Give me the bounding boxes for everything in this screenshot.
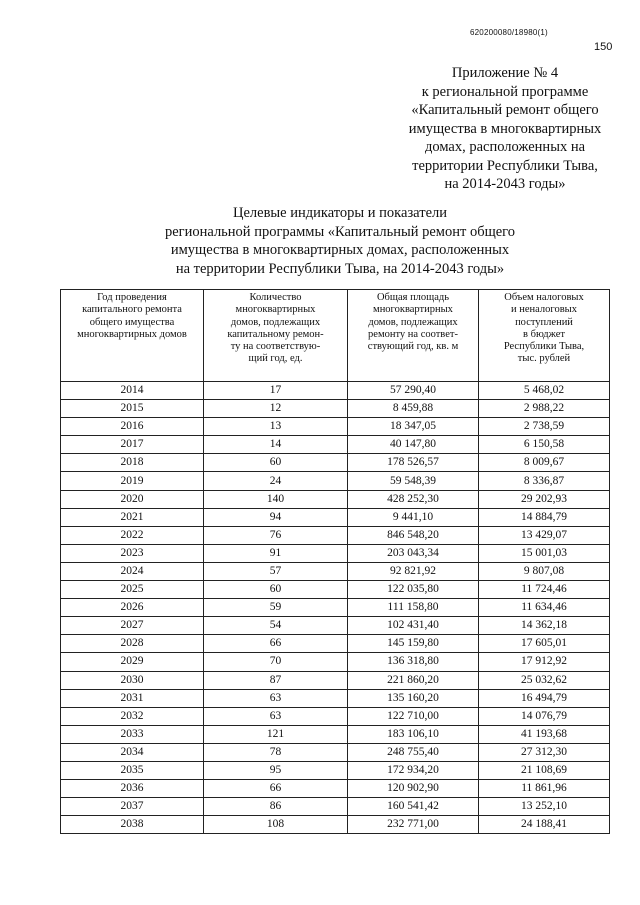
cell-budget-revenue: 21 108,69 bbox=[479, 761, 610, 779]
cell-total-area: 145 159,80 bbox=[348, 635, 479, 653]
cell-total-area: 120 902,90 bbox=[348, 780, 479, 798]
cell-total-area: 203 043,34 bbox=[348, 544, 479, 562]
cell-house-count: 54 bbox=[204, 617, 348, 635]
cell-budget-revenue: 15 001,03 bbox=[479, 544, 610, 562]
document-code: 620200080/18980(1) bbox=[470, 28, 548, 37]
cell-year: 2029 bbox=[61, 653, 204, 671]
cell-budget-revenue: 11 724,46 bbox=[479, 581, 610, 599]
appendix-line: «Капитальный ремонт общего bbox=[411, 102, 599, 118]
cell-budget-revenue: 8 336,87 bbox=[479, 472, 610, 490]
cell-budget-revenue: 16 494,79 bbox=[479, 689, 610, 707]
cell-budget-revenue: 14 362,18 bbox=[479, 617, 610, 635]
cell-house-count: 94 bbox=[204, 508, 348, 526]
table-row bbox=[61, 599, 610, 617]
cell-house-count: 91 bbox=[204, 544, 348, 562]
title-line: региональной программы «Капитальный ремонт общего bbox=[164, 223, 516, 240]
cell-total-area: 428 252,30 bbox=[348, 490, 479, 508]
cell-total-area: 111 158,80 bbox=[348, 599, 479, 617]
cell-budget-revenue: 25 032,62 bbox=[479, 671, 610, 689]
cell-year: 2014 bbox=[61, 382, 204, 400]
cell-year: 2023 bbox=[61, 544, 204, 562]
cell-total-area: 178 526,57 bbox=[348, 454, 479, 472]
cell-house-count: 60 bbox=[204, 454, 348, 472]
appendix-line: к региональной программе bbox=[421, 83, 589, 100]
cell-budget-revenue: 11 634,46 bbox=[479, 599, 610, 617]
cell-total-area: 59 548,39 bbox=[348, 472, 479, 490]
cell-year: 2022 bbox=[61, 526, 204, 544]
cell-house-count: 63 bbox=[204, 689, 348, 707]
cell-year: 2026 bbox=[61, 599, 204, 617]
appendix-line: на 2014-2043 годы» bbox=[444, 176, 566, 192]
cell-total-area: 172 934,20 bbox=[348, 761, 479, 779]
table-row bbox=[61, 743, 610, 761]
table-row bbox=[61, 454, 610, 472]
table-row bbox=[61, 581, 610, 599]
table-row bbox=[61, 400, 610, 418]
cell-year: 2020 bbox=[61, 490, 204, 508]
cell-house-count: 86 bbox=[204, 798, 348, 816]
cell-house-count: 66 bbox=[204, 780, 348, 798]
cell-total-area: 221 860,20 bbox=[348, 671, 479, 689]
title-line: на территории Республики Тыва, на 2014-2043 годы» bbox=[175, 260, 505, 277]
cell-year: 2031 bbox=[61, 689, 204, 707]
cell-year: 2018 bbox=[61, 454, 204, 472]
cell-year: 2015 bbox=[61, 400, 204, 418]
table-row bbox=[61, 689, 610, 707]
cell-year: 2032 bbox=[61, 707, 204, 725]
cell-budget-revenue: 2 988,22 bbox=[479, 400, 610, 418]
cell-budget-revenue: 5 468,02 bbox=[479, 382, 610, 400]
cell-budget-revenue: 29 202,93 bbox=[479, 490, 610, 508]
cell-budget-revenue: 6 150,58 bbox=[479, 436, 610, 454]
cell-budget-revenue: 24 188,41 bbox=[479, 816, 610, 834]
cell-total-area: 122 710,00 bbox=[348, 707, 479, 725]
header-year: Год проведения капитального ремонта общего имущества многоквартирных домов bbox=[61, 290, 204, 382]
cell-budget-revenue: 13 429,07 bbox=[479, 526, 610, 544]
cell-year: 2036 bbox=[61, 780, 204, 798]
cell-budget-revenue: 2 738,59 bbox=[479, 418, 610, 436]
cell-house-count: 63 bbox=[204, 707, 348, 725]
page-number: 150 bbox=[594, 41, 613, 53]
cell-budget-revenue: 27 312,30 bbox=[479, 743, 610, 761]
appendix-line: имущества в многоквартирных bbox=[408, 120, 602, 137]
table-row bbox=[61, 544, 610, 562]
title-line: Целевые индикаторы и показатели bbox=[233, 205, 447, 221]
table-row bbox=[61, 707, 610, 725]
table-row bbox=[61, 725, 610, 743]
table-row bbox=[61, 798, 610, 816]
cell-house-count: 121 bbox=[204, 725, 348, 743]
cell-house-count: 66 bbox=[204, 635, 348, 653]
cell-total-area: 40 147,80 bbox=[348, 436, 479, 454]
table-header-row bbox=[61, 290, 610, 382]
cell-total-area: 183 106,10 bbox=[348, 725, 479, 743]
cell-budget-revenue: 14 884,79 bbox=[479, 508, 610, 526]
cell-budget-revenue: 11 861,96 bbox=[479, 780, 610, 798]
cell-total-area: 102 431,40 bbox=[348, 617, 479, 635]
appendix-note bbox=[380, 64, 630, 194]
table-row bbox=[61, 562, 610, 580]
table-row bbox=[61, 418, 610, 436]
cell-year: 2030 bbox=[61, 671, 204, 689]
cell-budget-revenue: 41 193,68 bbox=[479, 725, 610, 743]
cell-house-count: 13 bbox=[204, 418, 348, 436]
cell-house-count: 57 bbox=[204, 562, 348, 580]
indicators-table bbox=[60, 289, 610, 834]
cell-year: 2034 bbox=[61, 743, 204, 761]
appendix-line: домах, расположенных на bbox=[424, 139, 586, 155]
cell-year: 2038 bbox=[61, 816, 204, 834]
cell-total-area: 57 290,40 bbox=[348, 382, 479, 400]
cell-budget-revenue: 8 009,67 bbox=[479, 454, 610, 472]
cell-house-count: 60 bbox=[204, 581, 348, 599]
cell-budget-revenue: 13 252,10 bbox=[479, 798, 610, 816]
cell-total-area: 9 441,10 bbox=[348, 508, 479, 526]
cell-total-area: 136 318,80 bbox=[348, 653, 479, 671]
cell-house-count: 14 bbox=[204, 436, 348, 454]
cell-house-count: 17 bbox=[204, 382, 348, 400]
table-row bbox=[61, 780, 610, 798]
table-body bbox=[61, 382, 610, 834]
cell-house-count: 59 bbox=[204, 599, 348, 617]
document-title bbox=[130, 204, 550, 278]
cell-year: 2017 bbox=[61, 436, 204, 454]
cell-year: 2025 bbox=[61, 581, 204, 599]
cell-house-count: 24 bbox=[204, 472, 348, 490]
cell-total-area: 846 548,20 bbox=[348, 526, 479, 544]
cell-house-count: 70 bbox=[204, 653, 348, 671]
table-row bbox=[61, 671, 610, 689]
cell-total-area: 232 771,00 bbox=[348, 816, 479, 834]
table-row bbox=[61, 653, 610, 671]
cell-house-count: 76 bbox=[204, 526, 348, 544]
appendix-line: территории Республики Тыва, bbox=[412, 157, 598, 174]
table-row bbox=[61, 490, 610, 508]
cell-year: 2016 bbox=[61, 418, 204, 436]
title-line: имущества в многоквартирных домах, расположенных bbox=[170, 242, 510, 258]
appendix-line: Приложение № 4 bbox=[451, 65, 559, 81]
header-house-count: Количество многоквартирных домов, подлежащих капитальному ремон- ту на соответствую- щий год, ед. bbox=[204, 290, 348, 382]
table-row bbox=[61, 526, 610, 544]
cell-budget-revenue: 9 807,08 bbox=[479, 562, 610, 580]
cell-year: 2033 bbox=[61, 725, 204, 743]
table-row bbox=[61, 617, 610, 635]
table-row bbox=[61, 816, 610, 834]
table-row bbox=[61, 761, 610, 779]
cell-total-area: 92 821,92 bbox=[348, 562, 479, 580]
cell-year: 2028 bbox=[61, 635, 204, 653]
table-row bbox=[61, 436, 610, 454]
table-row bbox=[61, 508, 610, 526]
cell-year: 2035 bbox=[61, 761, 204, 779]
header-total-area: Общая площадь многоквартирных домов, подлежащих ремонту на соответ- ствующий год, кв. м bbox=[348, 290, 479, 382]
header-budget-revenue: Объем налоговых и неналоговых поступлений в бюджет Республики Тыва, тыс. рублей bbox=[479, 290, 610, 382]
cell-total-area: 248 755,40 bbox=[348, 743, 479, 761]
cell-total-area: 122 035,80 bbox=[348, 581, 479, 599]
cell-house-count: 95 bbox=[204, 761, 348, 779]
table-row bbox=[61, 472, 610, 490]
cell-house-count: 12 bbox=[204, 400, 348, 418]
cell-house-count: 108 bbox=[204, 816, 348, 834]
cell-total-area: 8 459,88 bbox=[348, 400, 479, 418]
cell-house-count: 87 bbox=[204, 671, 348, 689]
table-row bbox=[61, 382, 610, 400]
cell-year: 2024 bbox=[61, 562, 204, 580]
cell-year: 2037 bbox=[61, 798, 204, 816]
cell-total-area: 18 347,05 bbox=[348, 418, 479, 436]
cell-year: 2027 bbox=[61, 617, 204, 635]
cell-house-count: 78 bbox=[204, 743, 348, 761]
cell-year: 2021 bbox=[61, 508, 204, 526]
cell-total-area: 160 541,42 bbox=[348, 798, 479, 816]
cell-year: 2019 bbox=[61, 472, 204, 490]
cell-budget-revenue: 14 076,79 bbox=[479, 707, 610, 725]
table-row bbox=[61, 635, 610, 653]
cell-house-count: 140 bbox=[204, 490, 348, 508]
cell-budget-revenue: 17 605,01 bbox=[479, 635, 610, 653]
cell-total-area: 135 160,20 bbox=[348, 689, 479, 707]
cell-budget-revenue: 17 912,92 bbox=[479, 653, 610, 671]
